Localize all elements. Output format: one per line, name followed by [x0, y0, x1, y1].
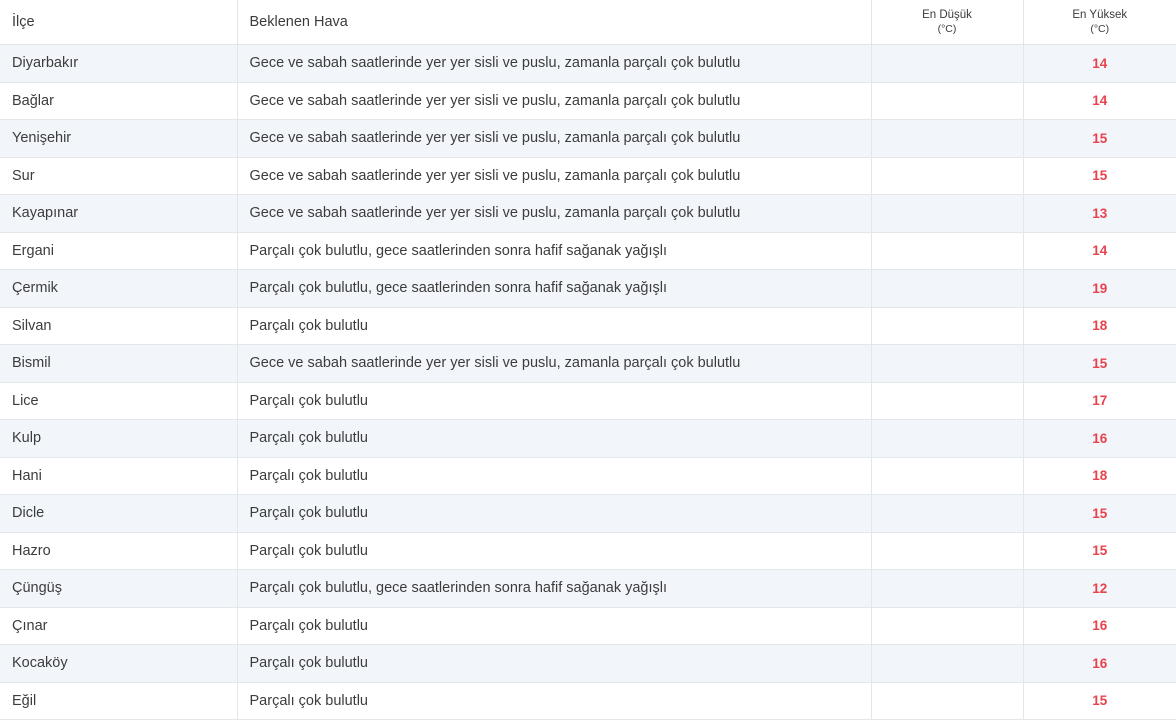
- cell-forecast: Gece ve sabah saatlerinde yer yer sisli ve puslu, zamanla parçalı çok bulutlu: [237, 157, 871, 195]
- table-row: [0, 157, 1176, 195]
- cell-min-temp: [871, 532, 1023, 570]
- cell-district: Çüngüş: [0, 570, 237, 608]
- cell-max-temp: 13: [1023, 195, 1176, 233]
- cell-district: Sur: [0, 157, 237, 195]
- cell-district: Kocaköy: [0, 645, 237, 683]
- cell-min-temp: [871, 232, 1023, 270]
- cell-district: Lice: [0, 382, 237, 420]
- cell-district: Bağlar: [0, 82, 237, 120]
- cell-forecast: Parçalı çok bulutlu, gece saatlerinden sonra hafif sağanak yağışlı: [237, 232, 871, 270]
- cell-min-temp: [871, 195, 1023, 233]
- cell-min-temp: [871, 607, 1023, 645]
- cell-max-temp: 15: [1023, 157, 1176, 195]
- cell-max-temp: 14: [1023, 232, 1176, 270]
- cell-district: Bismil: [0, 345, 237, 383]
- table-row: [0, 645, 1176, 683]
- column-header-max-temp-unit: (°C): [1024, 23, 1176, 36]
- table-row: [0, 607, 1176, 645]
- cell-district: Kulp: [0, 420, 237, 458]
- cell-district: Yenişehir: [0, 120, 237, 158]
- column-header-max-temp-label: En Yüksek: [1072, 9, 1127, 21]
- table-row: [0, 382, 1176, 420]
- cell-max-temp: 17: [1023, 382, 1176, 420]
- cell-min-temp: [871, 420, 1023, 458]
- cell-min-temp: [871, 682, 1023, 720]
- table-row: [0, 270, 1176, 308]
- cell-district: Çermik: [0, 270, 237, 308]
- cell-max-temp: 18: [1023, 457, 1176, 495]
- column-header-max-temp: [1023, 0, 1176, 45]
- cell-forecast: Gece ve sabah saatlerinde yer yer sisli ve puslu, zamanla parçalı çok bulutlu: [237, 345, 871, 383]
- cell-min-temp: [871, 645, 1023, 683]
- cell-district: Silvan: [0, 307, 237, 345]
- cell-district: Dicle: [0, 495, 237, 533]
- cell-forecast: Parçalı çok bulutlu: [237, 382, 871, 420]
- cell-max-temp: 14: [1023, 45, 1176, 83]
- column-header-min-temp-label: En Düşük: [922, 9, 972, 21]
- cell-min-temp: [871, 457, 1023, 495]
- column-header-min-temp-unit: (°C): [872, 23, 1023, 36]
- cell-min-temp: [871, 120, 1023, 158]
- cell-max-temp: 15: [1023, 532, 1176, 570]
- table-header: [0, 0, 1176, 45]
- column-header-min-temp: [871, 0, 1023, 45]
- cell-district: Kayapınar: [0, 195, 237, 233]
- cell-max-temp: 16: [1023, 420, 1176, 458]
- cell-forecast: Gece ve sabah saatlerinde yer yer sisli ve puslu, zamanla parçalı çok bulutlu: [237, 195, 871, 233]
- cell-district: Hani: [0, 457, 237, 495]
- cell-min-temp: [871, 570, 1023, 608]
- cell-forecast: Parçalı çok bulutlu, gece saatlerinden sonra hafif sağanak yağışlı: [237, 570, 871, 608]
- column-header-forecast: Beklenen Hava: [237, 0, 871, 45]
- cell-max-temp: 15: [1023, 120, 1176, 158]
- cell-district: Hazro: [0, 532, 237, 570]
- cell-district: Eğil: [0, 682, 237, 720]
- cell-district: Çınar: [0, 607, 237, 645]
- table-row: [0, 420, 1176, 458]
- cell-max-temp: 15: [1023, 345, 1176, 383]
- cell-forecast: Parçalı çok bulutlu: [237, 457, 871, 495]
- cell-forecast: Parçalı çok bulutlu: [237, 682, 871, 720]
- cell-max-temp: 12: [1023, 570, 1176, 608]
- cell-max-temp: 16: [1023, 645, 1176, 683]
- table-row: [0, 307, 1176, 345]
- cell-max-temp: 16: [1023, 607, 1176, 645]
- cell-min-temp: [871, 157, 1023, 195]
- cell-max-temp: 15: [1023, 495, 1176, 533]
- cell-max-temp: 19: [1023, 270, 1176, 308]
- cell-district: Diyarbakır: [0, 45, 237, 83]
- cell-min-temp: [871, 45, 1023, 83]
- table-row: [0, 195, 1176, 233]
- table-row: [0, 45, 1176, 83]
- cell-max-temp: 15: [1023, 682, 1176, 720]
- table-header-row: [0, 0, 1176, 45]
- cell-forecast: Parçalı çok bulutlu: [237, 645, 871, 683]
- cell-min-temp: [871, 82, 1023, 120]
- cell-min-temp: [871, 495, 1023, 533]
- table-row: [0, 82, 1176, 120]
- cell-forecast: Gece ve sabah saatlerinde yer yer sisli ve puslu, zamanla parçalı çok bulutlu: [237, 120, 871, 158]
- table-row: [0, 345, 1176, 383]
- cell-forecast: Gece ve sabah saatlerinde yer yer sisli ve puslu, zamanla parçalı çok bulutlu: [237, 45, 871, 83]
- table-row: [0, 532, 1176, 570]
- table-row: [0, 682, 1176, 720]
- cell-forecast: Parçalı çok bulutlu: [237, 307, 871, 345]
- cell-max-temp: 14: [1023, 82, 1176, 120]
- cell-forecast: Parçalı çok bulutlu: [237, 532, 871, 570]
- cell-min-temp: [871, 307, 1023, 345]
- table-row: [0, 457, 1176, 495]
- table-body: [0, 45, 1176, 720]
- cell-min-temp: [871, 270, 1023, 308]
- cell-max-temp: 18: [1023, 307, 1176, 345]
- cell-forecast: Parçalı çok bulutlu: [237, 420, 871, 458]
- cell-forecast: Parçalı çok bulutlu, gece saatlerinden sonra hafif sağanak yağışlı: [237, 270, 871, 308]
- cell-min-temp: [871, 345, 1023, 383]
- cell-forecast: Parçalı çok bulutlu: [237, 495, 871, 533]
- table-row: [0, 570, 1176, 608]
- cell-district: Ergani: [0, 232, 237, 270]
- column-header-district: İlçe: [0, 0, 237, 45]
- table-row: [0, 232, 1176, 270]
- cell-forecast: Parçalı çok bulutlu: [237, 607, 871, 645]
- cell-min-temp: [871, 382, 1023, 420]
- table-row: [0, 120, 1176, 158]
- table-row: [0, 495, 1176, 533]
- cell-forecast: Gece ve sabah saatlerinde yer yer sisli ve puslu, zamanla parçalı çok bulutlu: [237, 82, 871, 120]
